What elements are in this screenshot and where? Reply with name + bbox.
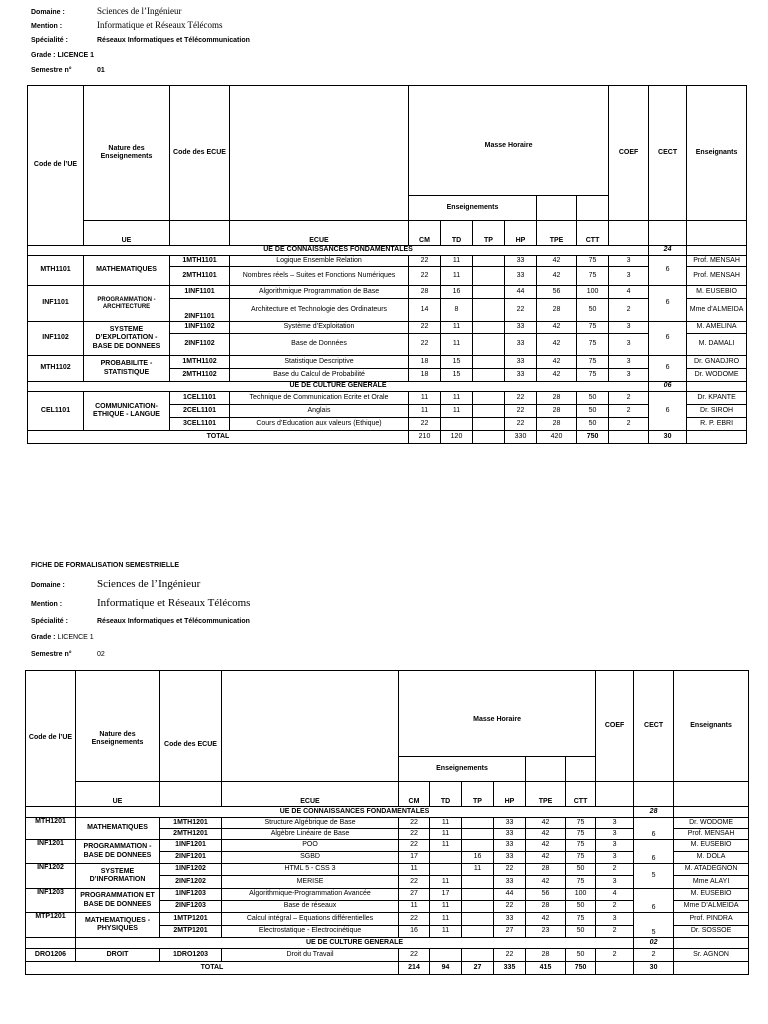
th-masse: Masse Horaire xyxy=(399,671,596,757)
section-culture: UE DE CULTURE GENERALE xyxy=(76,938,634,949)
th-tp: TP xyxy=(473,221,505,246)
section-fond-cect: 28 xyxy=(634,807,674,818)
ue-code: INF1102 xyxy=(28,322,84,356)
ue-nature: MATHEMATIQUES - PHYSIQUES xyxy=(76,913,160,938)
ue-code: INF1201 xyxy=(26,840,76,864)
th-ctt: CTT xyxy=(577,221,609,246)
section-cult-cect: 06 xyxy=(649,382,687,392)
section-fondamentales: UE DE CONNAISSANCES FONDAMENTALES xyxy=(28,246,649,256)
ue-code: MTH1101 xyxy=(28,256,84,286)
sem1-grade: Grade : LICENCE 1 xyxy=(31,52,95,59)
table-row: MTH1101 MATHEMATIQUES 1MTH1101 Logique Ensemble Relation 22 11 33 42 75 3 6 Prof. MENSAH xyxy=(28,256,747,267)
th-hp: HP xyxy=(494,782,526,807)
th-ecue: ECUE xyxy=(222,782,399,807)
ue-cect: 6 xyxy=(649,256,687,286)
ue-code: INF1101 xyxy=(28,286,84,322)
ue-code: MTP1201 xyxy=(26,913,76,938)
th-hp: HP xyxy=(505,221,537,246)
section-culture: UE DE CULTURE GENERALE xyxy=(28,382,649,392)
ue-nature: PROBABILITE - STATISTIQUE xyxy=(84,356,170,382)
total-label: TOTAL xyxy=(26,962,399,975)
th-tpe: TPE xyxy=(526,782,566,807)
ue-cect: 5 xyxy=(634,864,674,889)
th-coef: COEF xyxy=(596,671,634,782)
th-td: TD xyxy=(441,221,473,246)
table-row: 2INF1102 Base de Données 22 11 33 42 75 3 M. DAMALI xyxy=(28,334,747,356)
th-enseignants: Enseignants xyxy=(674,671,749,782)
th-ue: UE xyxy=(84,221,170,246)
th-masse: Masse Horaire xyxy=(409,86,609,196)
table-row: 2INF1101 Architecture et Technologie des Ordinateurs 14 8 22 28 50 2 Mme d’ALMEIDA xyxy=(28,299,747,322)
section-cult-cect: 02 xyxy=(634,938,674,949)
th-ecue: ECUE xyxy=(230,221,409,246)
sheet-title: FICHE DE FORMALISATION SEMESTRIELLE xyxy=(31,562,180,569)
total-row: TOTAL 210 120 330 420 750 30 xyxy=(28,431,747,444)
table-row: 2INF1201 SGBD 17 16 33 42 75 3 M. DOLA xyxy=(26,852,749,864)
th-enseignements: Enseignements xyxy=(399,757,526,782)
th-cm: CM xyxy=(409,221,441,246)
table-row: 2INF1202 MERISE 22 11 33 42 75 3 Mme ALAYI xyxy=(26,876,749,889)
table-row: 2INF1203 Base de réseaux 11 11 22 28 50 2 Mme D’ALMEIDA xyxy=(26,901,749,913)
sem1-specialite: Spécialité : Réseaux Informatiques et Télécommunication xyxy=(31,37,250,44)
th-tp: TP xyxy=(462,782,494,807)
ue-code: INF1202 xyxy=(26,864,76,889)
sem2-specialite: Spécialité : Réseaux Informatiques et Télécommunication xyxy=(31,618,250,625)
th-enseignants: Enseignants xyxy=(687,86,747,221)
table-row: 3CEL1101 Cours d’Education aux valeurs (Ethique) 22 22 28 50 2 R. P. EBRI xyxy=(28,418,747,431)
table-row: 2MTH1201 Algèbre Linéaire de Base 22 11 33 42 75 3 Prof. MENSAH xyxy=(26,829,749,840)
table-row: INF1101 PROGRAMMATION - ARCHITECTURE 1INF1101 Algorithmique Programmation de Base 28 16 44 56 100 4 6 M. EUSEBIO xyxy=(28,286,747,299)
section-fondamentales: UE DE CONNAISSANCES FONDAMENTALES xyxy=(76,807,634,818)
table-row: 2MTH1102 Base du Calcul de Probabilité 18 15 33 42 75 3 Dr. WODOME xyxy=(28,369,747,382)
ue-nature: PROGRAMMATION ET BASE DE DONNEES xyxy=(76,889,160,913)
ue-nature: MATHEMATIQUES xyxy=(84,256,170,286)
table-row: DRO1206 DROIT 1DRO1203 Droit du Travail 22 22 28 50 2 2 Sr. AGNON xyxy=(26,949,749,962)
sem1-table xyxy=(27,85,747,444)
ue-nature: SYSTEME D’EXPLOITATION - BASE DE DONNEES xyxy=(84,322,170,356)
sem2-grade: Grade : LICENCE 1 xyxy=(31,634,94,641)
table-row: 2MTH1101 Nombres réels – Suites et Fonctions Numériques 22 11 33 42 75 3 Prof. MENSAH xyxy=(28,267,747,286)
ue-cect: 2 xyxy=(634,949,674,962)
table-row: MTH1201 MATHEMATIQUES 1MTH1201 Structure Algébrique de Base 22 11 33 42 75 3 6 Dr. WODOME xyxy=(26,818,749,829)
sem2-table xyxy=(25,670,749,975)
th-cect: CECT xyxy=(649,86,687,221)
total-label: TOTAL xyxy=(28,431,409,444)
th-nature: Nature des Enseignements xyxy=(84,86,170,221)
ue-cect: 6 xyxy=(649,392,687,431)
sem1-mention: Mention : Informatique et Réseaux Télécoms xyxy=(31,20,223,30)
sem2-mention: Mention : Informatique et Réseaux Télécoms xyxy=(31,597,251,609)
ue-nature: MATHEMATIQUES xyxy=(76,818,160,840)
sem1-domaine: Domaine : Sciences de l’Ingénieur xyxy=(31,6,182,16)
th-code-ecue: Code des ECUE xyxy=(160,671,222,782)
ue-cect: 6 xyxy=(649,322,687,356)
table-row: CEL1101 COMMUNICATION-ETHIQUE - LANGUE 1CEL1101 Technique de Communication Ecrite et Orale 11 11 22 28 50 2 6 Dr. KPANTE xyxy=(28,392,747,405)
table-row: INF1201 PROGRAMMATION - BASE DE DONNEES 1INF1201 POO 22 11 33 42 75 3 6 M. EUSEBIO xyxy=(26,840,749,852)
th-blank xyxy=(230,86,409,221)
ue-cect: 5 xyxy=(634,913,674,938)
table-row: MTH1102 PROBABILITE - STATISTIQUE 1MTH1102 Statistique Descriptive 18 15 33 42 75 3 6 Dr. GNADJRO xyxy=(28,356,747,369)
ue-nature: SYSTEME D’INFORMATION xyxy=(76,864,160,889)
th-coef: COEF xyxy=(609,86,649,221)
ue-code: CEL1101 xyxy=(28,392,84,431)
th-nature: Nature des Enseignements xyxy=(76,671,160,782)
table-row: 2CEL1101 Anglais 11 11 22 28 50 2 Dr. SIROH xyxy=(28,405,747,418)
table-row: 2MTP1201 Electrostatique - Electrocinétique 16 11 27 23 50 2 Dr. SOSSOE xyxy=(26,926,749,938)
th-code-ecue: Code des ECUE xyxy=(170,86,230,221)
th-td: TD xyxy=(430,782,462,807)
ue-code: MTH1102 xyxy=(28,356,84,382)
table-row: INF1202 SYSTEME D’INFORMATION 1INF1202 HTML 5 - CSS 3 11 11 22 28 50 2 5 M. ATADEGNON xyxy=(26,864,749,876)
ue-nature: PROGRAMMATION - ARCHITECTURE xyxy=(84,286,170,322)
table-row: MTP1201 MATHEMATIQUES - PHYSIQUES 1MTP1201 Calcul intégral – Equations différentielles 22 11 33 42 75 3 5 Prof. PINDRA xyxy=(26,913,749,926)
ue-cect: 6 xyxy=(649,356,687,382)
th-ue: UE xyxy=(76,782,160,807)
total-row: TOTAL 214 94 27 335 415 750 30 xyxy=(26,962,749,975)
th-ctt: CTT xyxy=(566,782,596,807)
sem1-semestre: Semestre n° 01 xyxy=(31,67,105,74)
sem2-semestre: Semestre n° 02 xyxy=(31,651,105,658)
th-tpe: TPE xyxy=(537,221,577,246)
table-row: INF1102 SYSTEME D’EXPLOITATION - BASE DE DONNEES 1INF1102 Système d’Exploitation 22 11 33 42 75 3 6 M. AMELINA xyxy=(28,322,747,334)
th-code-ue: Code de l’UE xyxy=(26,671,76,807)
section-fond-cect: 24 xyxy=(649,246,687,256)
ue-cect: 6 xyxy=(649,286,687,322)
ue-cect: 6 xyxy=(634,818,674,840)
ue-cect: 6 xyxy=(634,889,674,913)
ue-code: MTH1201 xyxy=(26,818,76,840)
ue-cect: 6 xyxy=(634,840,674,864)
ue-code: INF1203 xyxy=(26,889,76,913)
sem2-domaine: Domaine : Sciences de l’Ingénieur xyxy=(31,578,201,590)
ue-nature: DROIT xyxy=(76,949,160,962)
th-cect: CECT xyxy=(634,671,674,782)
th-code-ue: Code de l’UE xyxy=(28,86,84,246)
ue-code: DRO1206 xyxy=(26,949,76,962)
table-row: INF1203 PROGRAMMATION ET BASE DE DONNEES 1INF1203 Algorithmique-Programmation Avancée 27 17 44 56 100 4 6 M. EUSEBIO xyxy=(26,889,749,901)
th-cm: CM xyxy=(399,782,430,807)
ue-nature: PROGRAMMATION - BASE DE DONNEES xyxy=(76,840,160,864)
ue-nature: COMMUNICATION-ETHIQUE - LANGUE xyxy=(84,392,170,431)
th-enseignements: Enseignements xyxy=(409,196,537,221)
